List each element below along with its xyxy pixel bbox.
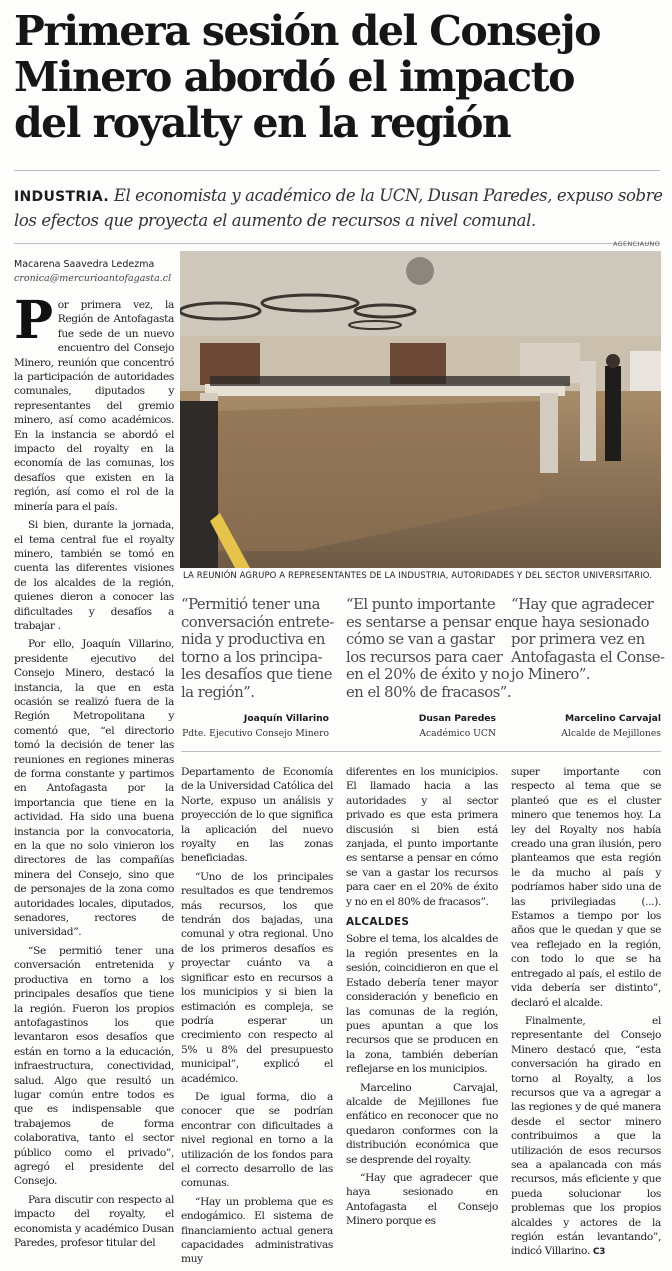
section-heading-alcaldes: ALCALDES xyxy=(346,916,410,929)
pull-quote-3: “Hay que agradecer que haya sesionado por primera vez en Antofagasta el Conse- jo Minero”. xyxy=(511,596,665,684)
pull-quote-2: “El punto importante es sentarse a pensar en cómo se van a gastar los recursos para caer en el 20% de éxito y no en el 80% de fracasos”. xyxy=(346,596,513,701)
quote-1-name: Joaquín Villarino xyxy=(243,713,329,724)
paragraph: “Hay que agradecer que haya sesionado en Antofagasta el Consejo Minero porque es xyxy=(346,1171,498,1228)
photo-credit: AGENCIAUNO xyxy=(613,240,660,248)
pull-quote-1: “Permitió tener una conversación entrete- nida y productiva en torno a los principa- les desafíos que tiene la región”. xyxy=(181,596,334,701)
quote-2-name: Dusan Paredes xyxy=(418,713,496,724)
article-column-3 xyxy=(346,765,498,1233)
paragraph: Para discutir con respecto al impacto del royalty, el economista y académico Dusan Paredes, profesor titular del xyxy=(14,1193,174,1249)
section-tag: INDUSTRIA. xyxy=(14,189,109,205)
conference-photo xyxy=(180,251,661,568)
article-column-1 xyxy=(14,290,174,1254)
lede-line-1: El economista y académico de la UCN, Dusan Paredes, expuso sobre xyxy=(113,186,663,205)
headline-line-1: Primera sesión del Consejo xyxy=(14,7,600,55)
article-column-2 xyxy=(181,765,333,1271)
photo-caption: LA REUNIÓN AGRUPO A REPRESENTANTES DE LA INDUSTRIA, AUTORIDADES Y DEL SECTOR UNIVERSITARIO. xyxy=(183,571,653,581)
paragraph: Marcelino Carvajal, alcalde de Mejillones fue enfático en reconocer que no quedaron conformes con la distribución económica que se desprende del royalty. xyxy=(346,1081,498,1166)
paragraph: Por ello, Joaquín Villarino, presidente ejecutivo del Consejo Minero, destacó la instancia, la que en esta ocasión se realizó fuera de la Región Metropolitana y comentó que, “el directorio tomó la decisión de tener las reuniones en regiones mineras de forma constante y partimos en Antofagasta por la importancia que tiene en la actividad. Ha sido una buena instancia por la convocatoria, en la que no solo vinieron los directores de las compañías minera del Consejo, sino que de personajes de la zona como autoridades locales, diputados, senadores, rectores de universidad”. xyxy=(14,638,174,939)
quotes-divider xyxy=(181,751,661,752)
quote-3-name: Marcelino Carvajal xyxy=(564,713,661,724)
paragraph: super importante con respecto al tema que se planteó que es el cluster minero que tenemos hoy. La ley del Royalty nos había creado una gran ilusión, pero planteamos que esta región le da mucho al país y podríamos haber sido una de las privilegiadas (...). Estamos a tiempo por los años que le quedan y que se vea reflejado en la región, con todo lo que se ha entregado al país, el estilo de vida debería ser distinto”, declaró el alcalde. xyxy=(511,766,661,1009)
paragraph: Por primera vez, la Región de Antofagasta fue sede de un nuevo encuentro del Consejo Minero, reunión que concentró la participación de autoridades comunales, diputados y representantes del gremio minero, así como académicos. En la instancia se abordó el impacto del royalty en la economía de las comunas, los desafíos que existen en la región, así como el rol de la minería para el país. xyxy=(14,290,174,513)
quote-2-role: Académico UCN xyxy=(419,728,496,739)
headline-line-3: del royalty en la región xyxy=(14,99,511,147)
headline-line-2: Minero abordó el impacto xyxy=(14,53,574,101)
paragraph: “Hay un problema que es endogámico. El sistema de financiamiento actual genera capacidades administrativas muy xyxy=(181,1195,333,1266)
dropcap: P xyxy=(14,290,53,351)
headline xyxy=(14,8,660,146)
end-mark: C3 xyxy=(592,1247,606,1258)
paragraph: “Se permitió tener una conversación entretenida y productiva en torno a los principales desafíos que tiene la región. Fueron los propios antofagastinos los que levantaron esos desafíos que están en torno a la educación, infraestructura, conectividad, salud. Algo que resultó un lugar común entre todos es que es indispensable que trabajemos de forma colaborativa, tanto el sector público como el privado”, agregó el presidente del Consejo. xyxy=(14,944,174,1188)
article-column-4 xyxy=(511,765,661,1264)
paragraph: Departamento de Economía de la Universidad Católica del Norte, expuso un análisis y proyección de lo que significa la aplicación del nuevo royalty en las zonas beneficiadas. xyxy=(181,766,333,865)
author-name: Macarena Saavedra Ledezma xyxy=(14,259,155,270)
lede xyxy=(14,184,664,232)
lede-line-2: los efectos que proyecta el aumento de recursos a nivel comunal. xyxy=(14,211,536,230)
byline xyxy=(14,258,174,286)
conference-room-illustration xyxy=(180,251,661,568)
paragraph: diferentes en los municipios. El llamado hacia a las autoridades y al sector privado es que esta primera discusión si bien está zanjada, el punto importante es sentarse a pensar en cómo se van a gastar los recursos para caer en el 20% de éxito y no en el 80% de fracasos”. xyxy=(346,766,498,908)
lede-divider xyxy=(14,243,660,244)
paragraph: Sobre el tema, los alcaldes de la región presentes en la sesión, coincidieron en que el Estado debería tener mayor consideración y beneficio en las comunas de la región, pues apuntan a que los recursos que se producen en la zona, también deberían reflejarse en los municipios. xyxy=(346,933,498,1076)
quote-3-role: Alcalde de Mejillones xyxy=(561,728,661,739)
paragraph: “Uno de los principales resultados es que tendremos más recursos, los que tendrán dos bajadas, una comunal y otra regional. Uno de los primeros desafíos es proyectar cuánto va a significar esto en recursos a los municipios y si bien la estimación es compleja, se podría esperar un crecimiento con respecto al 5% u 8% del presupuesto municipal”, explicó el académico. xyxy=(181,870,333,1085)
paragraph: Finalmente, el representante del Consejo Minero destacó que, “esta conversación ha girado en torno al Royalty, a los recursos que va a agregar a las regiones y de qué manera desde el sector minero contribuimos a que la utilización de esos recursos sea a apalancada con más recursos, más eficiente y que pueda solucionar los problemas que los propios alcaldes y actores de la región están levantando”, indicó Villarino. C3 xyxy=(511,1014,661,1258)
paragraph: De igual forma, dio a conocer que se podrían encontrar con dificultades a nivel regional en torno a la utilización de los fondos para el correcto desarrollo de las comunas. xyxy=(181,1090,333,1190)
author-email: cronica@mercurioantofagasta.cl xyxy=(14,273,172,284)
quote-1-role: Pdte. Ejecutivo Consejo Minero xyxy=(182,728,329,739)
headline-divider xyxy=(14,170,660,171)
paragraph: Si bien, durante la jornada, el tema central fue el royalty minero, también se tomó en cuenta las diferentes visiones de los alcaldes de la región, quienes dieron a conocer las dificultades y desafíos a trabajar . xyxy=(14,519,174,632)
